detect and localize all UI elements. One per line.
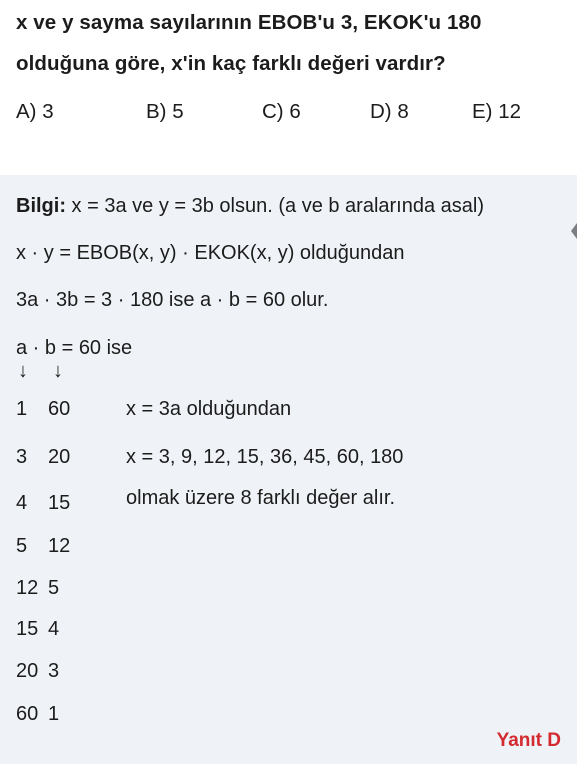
pair-a-value: 12 bbox=[16, 577, 39, 599]
pair-b-value: 12 bbox=[48, 535, 71, 557]
pair-b-value: 60 bbox=[48, 398, 71, 420]
solution-line-2: x · y = EBOB(x, y) · EKOK(x, y) olduğundan bbox=[16, 242, 405, 264]
option-a[interactable]: A) 3 bbox=[16, 100, 54, 123]
option-d[interactable]: D) 8 bbox=[370, 100, 409, 123]
option-e[interactable]: E) 12 bbox=[472, 100, 521, 123]
bilgi-line bbox=[16, 195, 484, 218]
pair-a-value: 4 bbox=[16, 492, 28, 514]
pair-b-value: 3 bbox=[48, 660, 60, 682]
option-b[interactable]: B) 5 bbox=[146, 100, 184, 123]
solution-line-3: 3a · 3b = 3 · 180 ise a · b = 60 olur. bbox=[16, 289, 329, 311]
solution-block bbox=[0, 175, 577, 764]
answer-label: Yanıt D bbox=[496, 730, 561, 751]
note-line-3: olmak üzere 8 farklı değer alır. bbox=[126, 487, 396, 509]
scroll-handle-icon[interactable] bbox=[571, 223, 577, 239]
pair-a-value: 60 bbox=[16, 703, 39, 725]
down-arrow-icon: ↓ bbox=[53, 360, 63, 382]
bilgi-text: x = 3a ve y = 3b olsun. (a ve b aralarında asal) bbox=[66, 195, 485, 217]
pair-b-value: 4 bbox=[48, 618, 60, 640]
pair-b-value: 20 bbox=[48, 446, 71, 468]
option-c[interactable]: C) 6 bbox=[262, 100, 301, 123]
question-block bbox=[0, 0, 577, 162]
pair-b-value: 1 bbox=[48, 703, 60, 725]
solution-line-4: a · b = 60 ise bbox=[16, 337, 133, 359]
pair-a-value: 15 bbox=[16, 618, 39, 640]
note-line-1: x = 3a olduğundan bbox=[126, 398, 292, 420]
pair-a-value: 5 bbox=[16, 535, 28, 557]
note-line-2: x = 3, 9, 12, 15, 36, 45, 60, 180 bbox=[126, 446, 404, 468]
bilgi-label: Bilgi: bbox=[16, 195, 66, 217]
pair-a-value: 1 bbox=[16, 398, 28, 420]
pair-a-value: 20 bbox=[16, 660, 39, 682]
pair-b-value: 15 bbox=[48, 492, 71, 514]
pair-a-value: 3 bbox=[16, 446, 28, 468]
pair-b-value: 5 bbox=[48, 577, 60, 599]
question-text-line-2: olduğuna göre, x'in kaç farklı değeri vardır? bbox=[16, 52, 446, 75]
down-arrow-icon: ↓ bbox=[18, 360, 28, 382]
question-text-line-1: x ve y sayma sayılarının EBOB'u 3, EKOK'u 180 bbox=[16, 11, 482, 34]
